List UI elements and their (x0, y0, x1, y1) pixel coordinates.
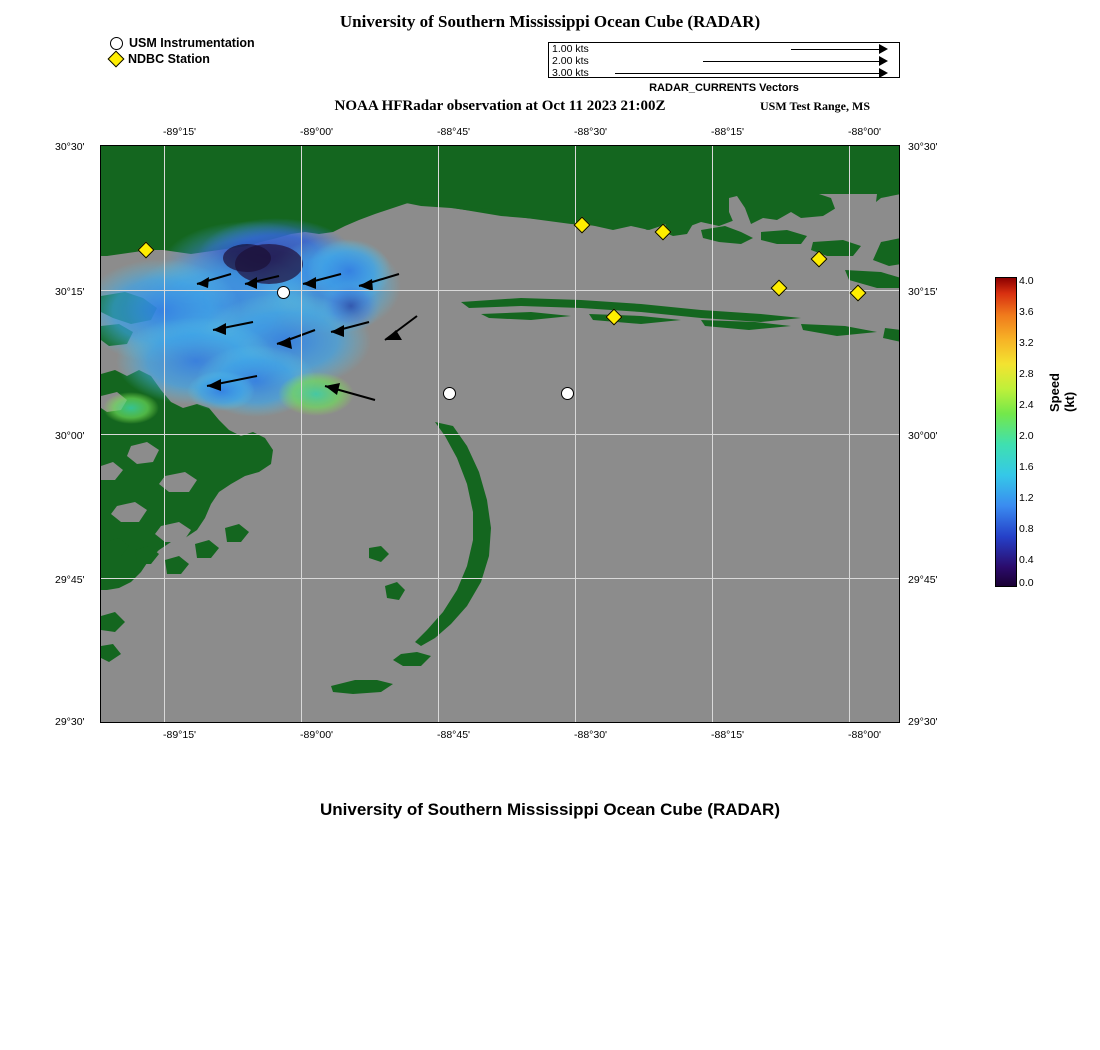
legend-item-usm-instrumentation (110, 36, 255, 50)
colorbar-tick-label: 0.0 (1019, 577, 1034, 589)
axis-x-bottom-label: -88°00' (848, 729, 882, 741)
grid-line-horizontal (101, 578, 899, 579)
station-marker-usm[interactable] (277, 286, 290, 299)
colorbar-tick-label: 2.8 (1019, 368, 1034, 380)
colorbar-tick-label: 4.0 (1019, 275, 1034, 287)
vector-arrowhead-icon (879, 44, 888, 54)
map-legend (110, 36, 255, 68)
colorbar-tick-label: 0.4 (1019, 554, 1034, 566)
axis-x-bottom-label: -88°45' (437, 729, 471, 741)
colorbar-gradient (995, 277, 1017, 587)
vector-scale-box (548, 42, 900, 78)
vector-shaft (703, 61, 879, 62)
test-range-label: USM Test Range, MS (760, 99, 871, 113)
axis-x-top-label: -88°45' (437, 126, 471, 138)
colorbar-tick-label: 1.2 (1019, 492, 1034, 504)
axis-x-bottom-label: -88°30' (574, 729, 608, 741)
observation-title: NOAA HFRadar observation at Oct 11 2023 21:00Z (334, 98, 666, 114)
vector-scale-label: 3.00 kts (552, 67, 589, 79)
vector-arrowhead-icon (879, 68, 888, 78)
axis-x-top-label: -88°15' (711, 126, 745, 138)
vector-scale-row (549, 43, 899, 55)
vector-scale-row (549, 67, 899, 79)
map-canvas[interactable] (100, 145, 900, 723)
colorbar-title: Speed (kt) (1047, 373, 1077, 413)
axis-y-right-label: 30°15' (908, 286, 938, 298)
axis-y-left-label: 29°45' (55, 574, 85, 586)
axis-y-right-label: 29°30' (908, 716, 938, 728)
colorbar-tick-label: 3.6 (1019, 306, 1034, 318)
vector-shaft (615, 73, 879, 74)
axis-y-right-label: 30°00' (908, 430, 938, 442)
colorbar-tick-label: 2.4 (1019, 399, 1034, 411)
axis-y-right-label: 29°45' (908, 574, 938, 586)
axis-x-top-label: -89°00' (300, 126, 334, 138)
axis-x-top-label: -88°00' (848, 126, 882, 138)
vector-arrowhead-icon (879, 56, 888, 66)
station-marker-usm[interactable] (561, 387, 574, 400)
grid-line-horizontal (101, 434, 899, 435)
legend-item-ndbc-station (110, 52, 255, 66)
vector-scale-label: 2.00 kts (552, 55, 589, 67)
vector-scale-caption: RADAR_CURRENTS Vectors (649, 82, 799, 94)
colorbar-tick-label: 0.8 (1019, 523, 1034, 535)
axis-y-left-label: 30°15' (55, 286, 85, 298)
legend-item-label: NDBC Station (128, 52, 210, 66)
axis-y-left-label: 30°30' (55, 141, 85, 153)
colorbar-tick-label: 2.0 (1019, 430, 1034, 442)
vector-scale-row (549, 55, 899, 67)
vector-shaft (791, 49, 879, 50)
axis-x-top-label: -88°30' (574, 126, 608, 138)
colorbar-tick-label: 1.6 (1019, 461, 1034, 473)
axis-y-left-label: 29°30' (55, 716, 85, 728)
axis-x-bottom-label: -89°00' (300, 729, 334, 741)
axis-y-left-label: 30°00' (55, 430, 85, 442)
circle-marker-icon (110, 37, 123, 50)
footer-title: University of Southern Mississippi Ocean Cube (RADAR) (319, 800, 780, 819)
axis-x-bottom-label: -89°15' (163, 729, 197, 741)
axis-x-top-label: -89°15' (163, 126, 197, 138)
axis-x-bottom-label: -88°15' (711, 729, 745, 741)
axis-y-right-label: 30°30' (908, 141, 938, 153)
diamond-marker-icon (108, 51, 125, 68)
station-marker-usm[interactable] (443, 387, 456, 400)
legend-item-label: USM Instrumentation (129, 36, 255, 50)
vector-scale-label: 1.00 kts (552, 43, 589, 55)
page-title: University of Southern Mississippi Ocean Cube (RADAR) (339, 12, 761, 31)
colorbar-tick-label: 3.2 (1019, 337, 1034, 349)
